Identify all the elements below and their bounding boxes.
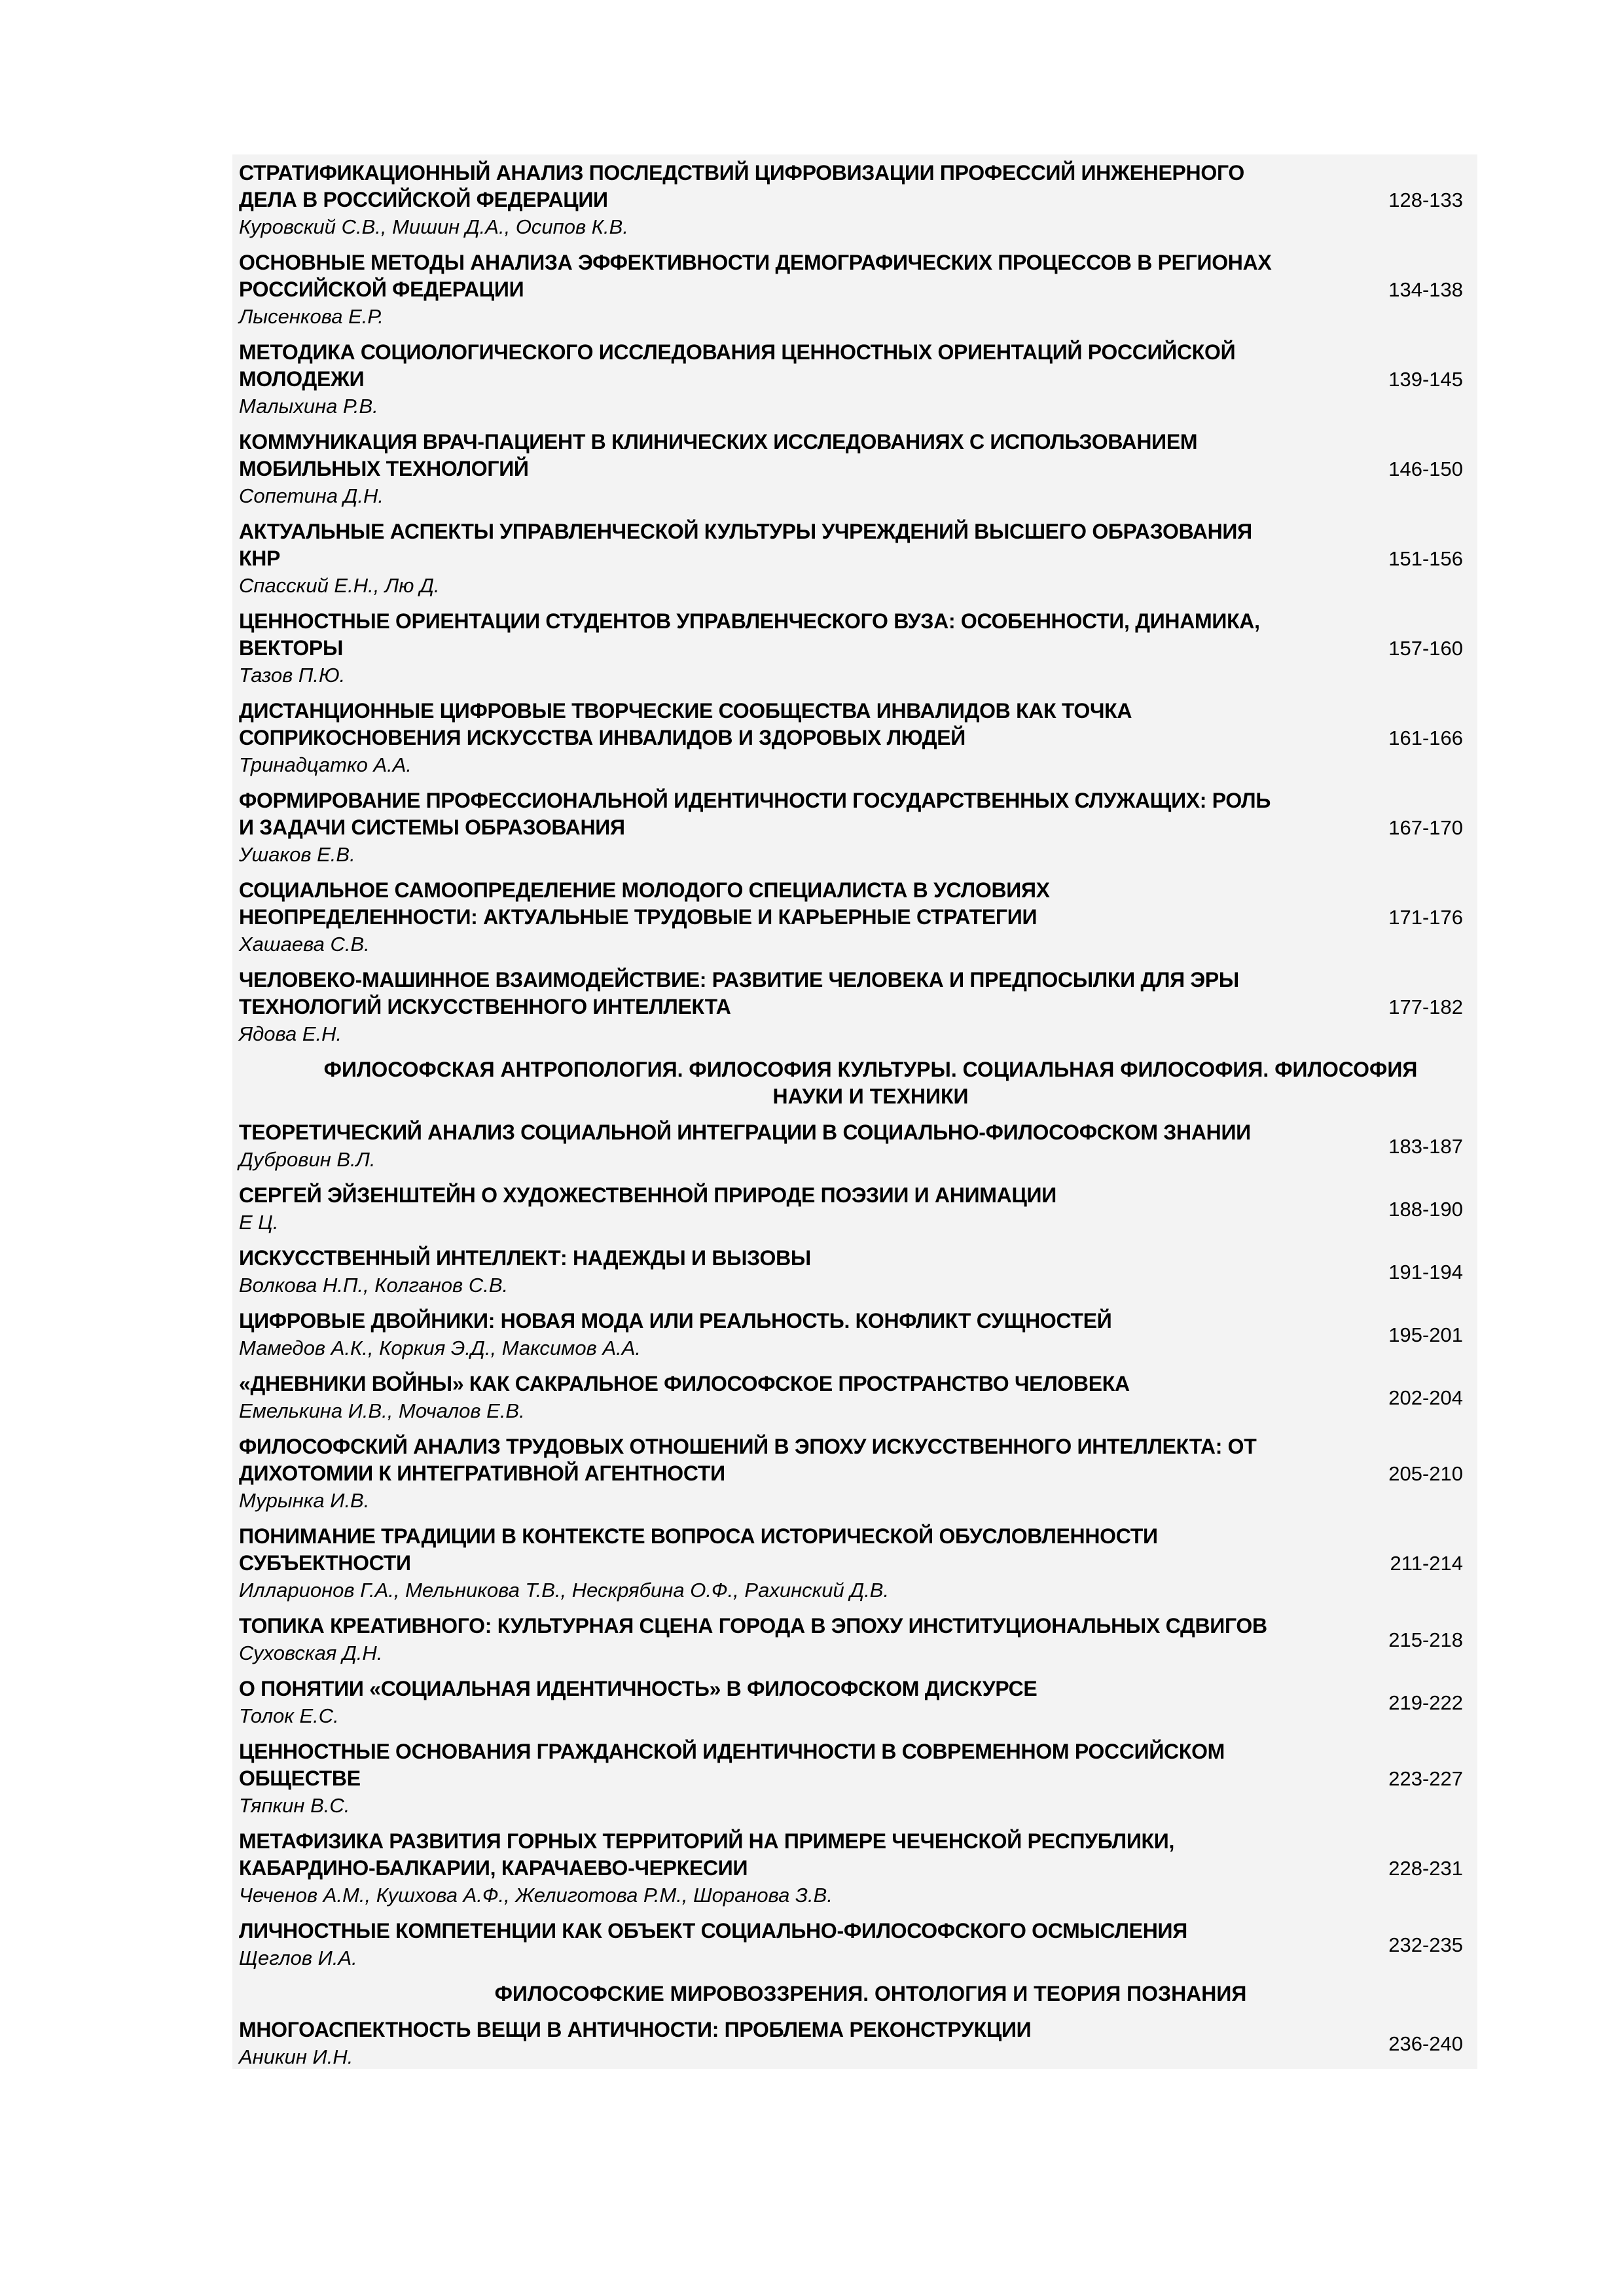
entry-title-line: О ПОНЯТИИ «СОЦИАЛЬНАЯ ИДЕНТИЧНОСТЬ» В ФИЛОСОФСКОМ ДИСКУРСЕ: [239, 1677, 1038, 1700]
entry-authors: Хашаева С.В.: [239, 933, 370, 956]
toc-entry: [239, 698, 1463, 778]
entry-title-line: АКТУАЛЬНЫЕ АСПЕКТЫ УПРАВЛЕНЧЕСКОЙ КУЛЬТУРЫ УЧРЕЖДЕНИЙ ВЫСШЕГО ОБРАЗОВАНИЯ: [239, 520, 1252, 543]
toc-entry: [239, 1828, 1463, 1909]
toc-entry: [239, 1433, 1463, 1514]
entry-pages: 171-176: [1388, 906, 1463, 929]
toc-entry: [239, 787, 1463, 868]
entry-title-line: СТРАТИФИКАЦИОННЫЙ АНАЛИЗ ПОСЛЕДСТВИЙ ЦИФРОВИЗАЦИИ ПРОФЕССИЙ ИНЖЕНЕРНОГО: [239, 161, 1244, 185]
section-heading-line: НАУКИ И ТЕХНИКИ: [772, 1085, 969, 1108]
entry-body: [239, 1918, 1371, 1971]
entry-authors: Волкова Н.П., Колганов С.В.: [239, 1274, 509, 1297]
entry-title-line: РОССИЙСКОЙ ФЕДЕРАЦИИ: [239, 278, 524, 301]
entry-pages: 205-210: [1388, 1462, 1463, 1485]
entry-title-line: ДЕЛА В РОССИЙСКОЙ ФЕДЕРАЦИИ: [239, 188, 608, 211]
entry-title-line: ОБЩЕСТВЕ: [239, 1767, 361, 1790]
entry-pages: 228-231: [1388, 1857, 1463, 1880]
entry-title-line: КНР: [239, 547, 281, 570]
entry-authors: Суховская Д.Н.: [239, 1641, 383, 1664]
entry-pages: 191-194: [1388, 1260, 1463, 1283]
entry-authors: Дубровин В.Л.: [239, 1148, 376, 1171]
entry-body: [239, 787, 1371, 868]
toc-entry: [239, 877, 1463, 958]
entry-body: [239, 877, 1371, 958]
entry-body: [239, 608, 1371, 689]
section-heading: [239, 1056, 1463, 1110]
toc-entry: [239, 339, 1463, 420]
entry-authors: Ушаков Е.В.: [239, 843, 355, 866]
entry-title-line: ПОНИМАНИЕ ТРАДИЦИИ В КОНТЕКСТЕ ВОПРОСА ИСТОРИЧЕСКОЙ ОБУСЛОВЛЕННОСТИ: [239, 1524, 1158, 1548]
entry-title-line: МНОГОАСПЕКТНОСТЬ ВЕЩИ В АНТИЧНОСТИ: ПРОБЛЕМА РЕКОНСТРУКЦИИ: [239, 2018, 1032, 2041]
entry-pages: 177-182: [1388, 996, 1463, 1018]
entry-authors: Ядова Е.Н.: [239, 1022, 342, 1045]
entry-authors: Тяпкин В.С.: [239, 1794, 350, 1817]
entry-title-line: ФИЛОСОФСКИЙ АНАЛИЗ ТРУДОВЫХ ОТНОШЕНИЙ В ЭПОХУ ИСКУССТВЕННОГО ИНТЕЛЛЕКТА: ОТ: [239, 1435, 1257, 1458]
entry-title-line: ИСКУССТВЕННЫЙ ИНТЕЛЛЕКТ: НАДЕЖДЫ И ВЫЗОВЫ: [239, 1246, 811, 1270]
entry-authors: Е Ц.: [239, 1211, 279, 1234]
toc-entry: [239, 1523, 1463, 1604]
toc-entry: [239, 1245, 1463, 1299]
entry-body: [239, 160, 1371, 240]
entry-body: [239, 1245, 1371, 1299]
entry-title-line: НЕОПРЕДЕЛЕННОСТИ: АКТУАЛЬНЫЕ ТРУДОВЫЕ И КАРЬЕРНЫЕ СТРАТЕГИИ: [239, 905, 1038, 929]
entry-body: [239, 698, 1371, 778]
entry-pages: 146-150: [1388, 457, 1463, 480]
entry-body: [239, 1433, 1371, 1514]
toc-entry: [239, 429, 1463, 509]
section-heading-line: ФИЛОСОФСКИЕ МИРОВОЗЗРЕНИЯ. ОНТОЛОГИЯ И ТЕОРИЯ ПОЗНАНИЯ: [494, 1982, 1247, 2005]
entry-title-line: МЕТАФИЗИКА РАЗВИТИЯ ГОРНЫХ ТЕРРИТОРИЙ НА ПРИМЕРЕ ЧЕЧЕНСКОЙ РЕСПУБЛИКИ,: [239, 1829, 1175, 1853]
entry-pages: 128-133: [1388, 188, 1463, 211]
entry-pages: 151-156: [1388, 547, 1463, 570]
entry-authors: Илларионов Г.А., Мельникова Т.В., Нескрябина О.Ф., Рахинский Д.В.: [239, 1579, 890, 1602]
toc-entry: [239, 1308, 1463, 1361]
entry-body: [239, 518, 1371, 599]
entry-authors: Куровский С.В., Мишин Д.А., Осипов К.В.: [239, 215, 628, 238]
toc-entry: [239, 160, 1463, 240]
section-heading-line: ФИЛОСОФСКАЯ АНТРОПОЛОГИЯ. ФИЛОСОФИЯ КУЛЬТУРЫ. СОЦИАЛЬНАЯ ФИЛОСОФИЯ. ФИЛОСОФИЯ: [323, 1058, 1418, 1081]
entry-title-line: СОЦИАЛЬНОЕ САМООПРЕДЕЛЕНИЕ МОЛОДОГО СПЕЦИАЛИСТА В УСЛОВИЯХ: [239, 878, 1050, 902]
toc-entry: [239, 1371, 1463, 1424]
table-of-contents: [232, 154, 1477, 2069]
entry-authors: Малыхина Р.В.: [239, 395, 378, 418]
entry-title-line: ЦЕННОСТНЫЕ ОРИЕНТАЦИИ СТУДЕНТОВ УПРАВЛЕНЧЕСКОГО ВУЗА: ОСОБЕННОСТИ, ДИНАМИКА,: [239, 609, 1260, 633]
toc-entry: [239, 2017, 1463, 2070]
entry-authors: Емелькина И.В., Мочалов Е.В.: [239, 1399, 525, 1422]
entry-authors: Мамедов А.К., Коркия Э.Д., Максимов А.А.: [239, 1336, 641, 1359]
entry-authors: Толок Е.С.: [239, 1704, 339, 1727]
entry-body: [239, 1308, 1371, 1361]
toc-entry: [239, 608, 1463, 689]
entry-authors: Мурынка И.В.: [239, 1489, 370, 1512]
entry-pages: 195-201: [1388, 1323, 1463, 1346]
entry-authors: Щеглов И.А.: [239, 1946, 357, 1969]
entry-pages: 202-204: [1388, 1386, 1463, 1409]
entry-title-line: «ДНЕВНИКИ ВОЙНЫ» КАК САКРАЛЬНОЕ ФИЛОСОФСКОЕ ПРОСТРАНСТВО ЧЕЛОВЕКА: [239, 1372, 1130, 1395]
toc-entry: [239, 1182, 1463, 1236]
entry-title-line: СОПРИКОСНОВЕНИЯ ИСКУССТВА ИНВАЛИДОВ И ЗДОРОВЫХ ЛЮДЕЙ: [239, 726, 965, 749]
entry-title-line: ТОПИКА КРЕАТИВНОГО: КУЛЬТУРНАЯ СЦЕНА ГОРОДА В ЭПОХУ ИНСТИТУЦИОНАЛЬНЫХ СДВИГОВ: [239, 1614, 1267, 1638]
entry-authors: Спасский Е.Н., Лю Д.: [239, 574, 440, 597]
entry-body: [239, 1613, 1371, 1666]
entry-pages: 232-235: [1388, 1933, 1463, 1956]
entry-pages: 167-170: [1388, 816, 1463, 839]
entry-title-line: МОБИЛЬНЫХ ТЕХНОЛОГИЙ: [239, 457, 529, 480]
toc-entry: [239, 249, 1463, 330]
entry-body: [239, 1119, 1371, 1173]
entry-title-line: КОММУНИКАЦИЯ ВРАЧ-ПАЦИЕНТ В КЛИНИЧЕСКИХ ИССЛЕДОВАНИЯХ С ИСПОЛЬЗОВАНИЕМ: [239, 430, 1198, 454]
entry-title-line: СЕРГЕЙ ЭЙЗЕНШТЕЙН О ХУДОЖЕСТВЕННОЙ ПРИРОДЕ ПОЭЗИИ И АНИМАЦИИ: [239, 1183, 1056, 1207]
toc-entry: [239, 1918, 1463, 1971]
entry-pages: 215-218: [1388, 1628, 1463, 1651]
entry-body: [239, 1523, 1371, 1604]
entry-title-line: ДИХОТОМИИ К ИНТЕГРАТИВНОЙ АГЕНТНОСТИ: [239, 1462, 725, 1485]
entry-pages: 223-227: [1388, 1767, 1463, 1790]
entry-body: [239, 249, 1371, 330]
entry-pages: 134-138: [1388, 278, 1463, 301]
entry-pages: 188-190: [1388, 1197, 1463, 1221]
entry-pages: 219-222: [1388, 1691, 1463, 1714]
entry-title-line: ЦИФРОВЫЕ ДВОЙНИКИ: НОВАЯ МОДА ИЛИ РЕАЛЬНОСТЬ. КОНФЛИКТ СУЩНОСТЕЙ: [239, 1309, 1112, 1333]
entry-body: [239, 1371, 1371, 1424]
entry-body: [239, 2017, 1371, 2070]
toc-entry: [239, 1738, 1463, 1819]
entry-body: [239, 1828, 1371, 1909]
entry-body: [239, 967, 1371, 1047]
entry-title-line: ФОРМИРОВАНИЕ ПРОФЕССИОНАЛЬНОЙ ИДЕНТИЧНОСТИ ГОСУДАРСТВЕННЫХ СЛУЖАЩИХ: РОЛЬ: [239, 789, 1271, 812]
toc-entry: [239, 1119, 1463, 1173]
entry-authors: Сопетина Д.Н.: [239, 484, 384, 507]
toc-entry: [239, 1613, 1463, 1666]
entry-title-line: ТЕОРЕТИЧЕСКИЙ АНАЛИЗ СОЦИАЛЬНОЙ ИНТЕГРАЦИИ В СОЦИАЛЬНО-ФИЛОСОФСКОМ ЗНАНИИ: [239, 1121, 1251, 1144]
entry-pages: 236-240: [1388, 2032, 1463, 2055]
entry-body: [239, 1182, 1371, 1236]
entry-pages: 161-166: [1388, 726, 1463, 749]
entry-title-line: КАБАРДИНО-БАЛКАРИИ, КАРАЧАЕВО-ЧЕРКЕСИИ: [239, 1856, 748, 1880]
entry-body: [239, 1676, 1371, 1729]
entry-authors: Тазов П.Ю.: [239, 664, 346, 687]
entry-title-line: ОСНОВНЫЕ МЕТОДЫ АНАЛИЗА ЭФФЕКТИВНОСТИ ДЕМОГРАФИЧЕСКИХ ПРОЦЕССОВ В РЕГИОНАХ: [239, 251, 1272, 274]
entry-body: [239, 1738, 1371, 1819]
entry-title-line: ЛИЧНОСТНЫЕ КОМПЕТЕНЦИИ КАК ОБЪЕКТ СОЦИАЛЬНО-ФИЛОСОФСКОГО ОСМЫСЛЕНИЯ: [239, 1919, 1187, 1943]
entry-title-line: ЧЕЛОВЕКО-МАШИННОЕ ВЗАИМОДЕЙСТВИЕ: РАЗВИТИЕ ЧЕЛОВЕКА И ПРЕДПОСЫЛКИ ДЛЯ ЭРЫ: [239, 968, 1239, 992]
entry-title-line: МЕТОДИКА СОЦИОЛОГИЧЕСКОГО ИССЛЕДОВАНИЯ ЦЕННОСТНЫХ ОРИЕНТАЦИЙ РОССИЙСКОЙ: [239, 340, 1236, 364]
section-heading: [239, 1981, 1463, 2007]
entry-body: [239, 339, 1371, 420]
toc-entry: [239, 1676, 1463, 1729]
entry-body: [239, 429, 1371, 509]
entry-title-line: И ЗАДАЧИ СИСТЕМЫ ОБРАЗОВАНИЯ: [239, 816, 625, 839]
entry-title-line: ТЕХНОЛОГИЙ ИСКУССТВЕННОГО ИНТЕЛЛЕКТА: [239, 995, 731, 1018]
entry-authors: Чеченов А.М., Кушхова А.Ф., Желиготова Р.М., Шоранова З.В.: [239, 1884, 833, 1907]
entry-authors: Тринадцатко А.А.: [239, 753, 412, 776]
entry-pages: 157-160: [1388, 637, 1463, 660]
entry-pages: 183-187: [1388, 1134, 1463, 1158]
toc-entry: [239, 518, 1463, 599]
entry-title-line: СУБЪЕКТНОСТИ: [239, 1551, 411, 1575]
entry-title-line: МОЛОДЕЖИ: [239, 367, 365, 391]
entry-title-line: ЦЕННОСТНЫЕ ОСНОВАНИЯ ГРАЖДАНСКОЙ ИДЕНТИЧНОСТИ В СОВРЕМЕННОМ РОССИЙСКОМ: [239, 1740, 1225, 1763]
entry-pages: 139-145: [1388, 368, 1463, 391]
entry-title-line: ДИСТАНЦИОННЫЕ ЦИФРОВЫЕ ТВОРЧЕСКИЕ СООБЩЕСТВА ИНВАЛИДОВ КАК ТОЧКА: [239, 699, 1132, 723]
entry-authors: Лысенкова Е.Р.: [239, 305, 384, 328]
entry-title-line: ВЕКТОРЫ: [239, 636, 343, 660]
toc-entry: [239, 967, 1463, 1047]
entry-authors: Аникин И.Н.: [239, 2045, 353, 2068]
entry-pages: 211-214: [1390, 1552, 1463, 1575]
